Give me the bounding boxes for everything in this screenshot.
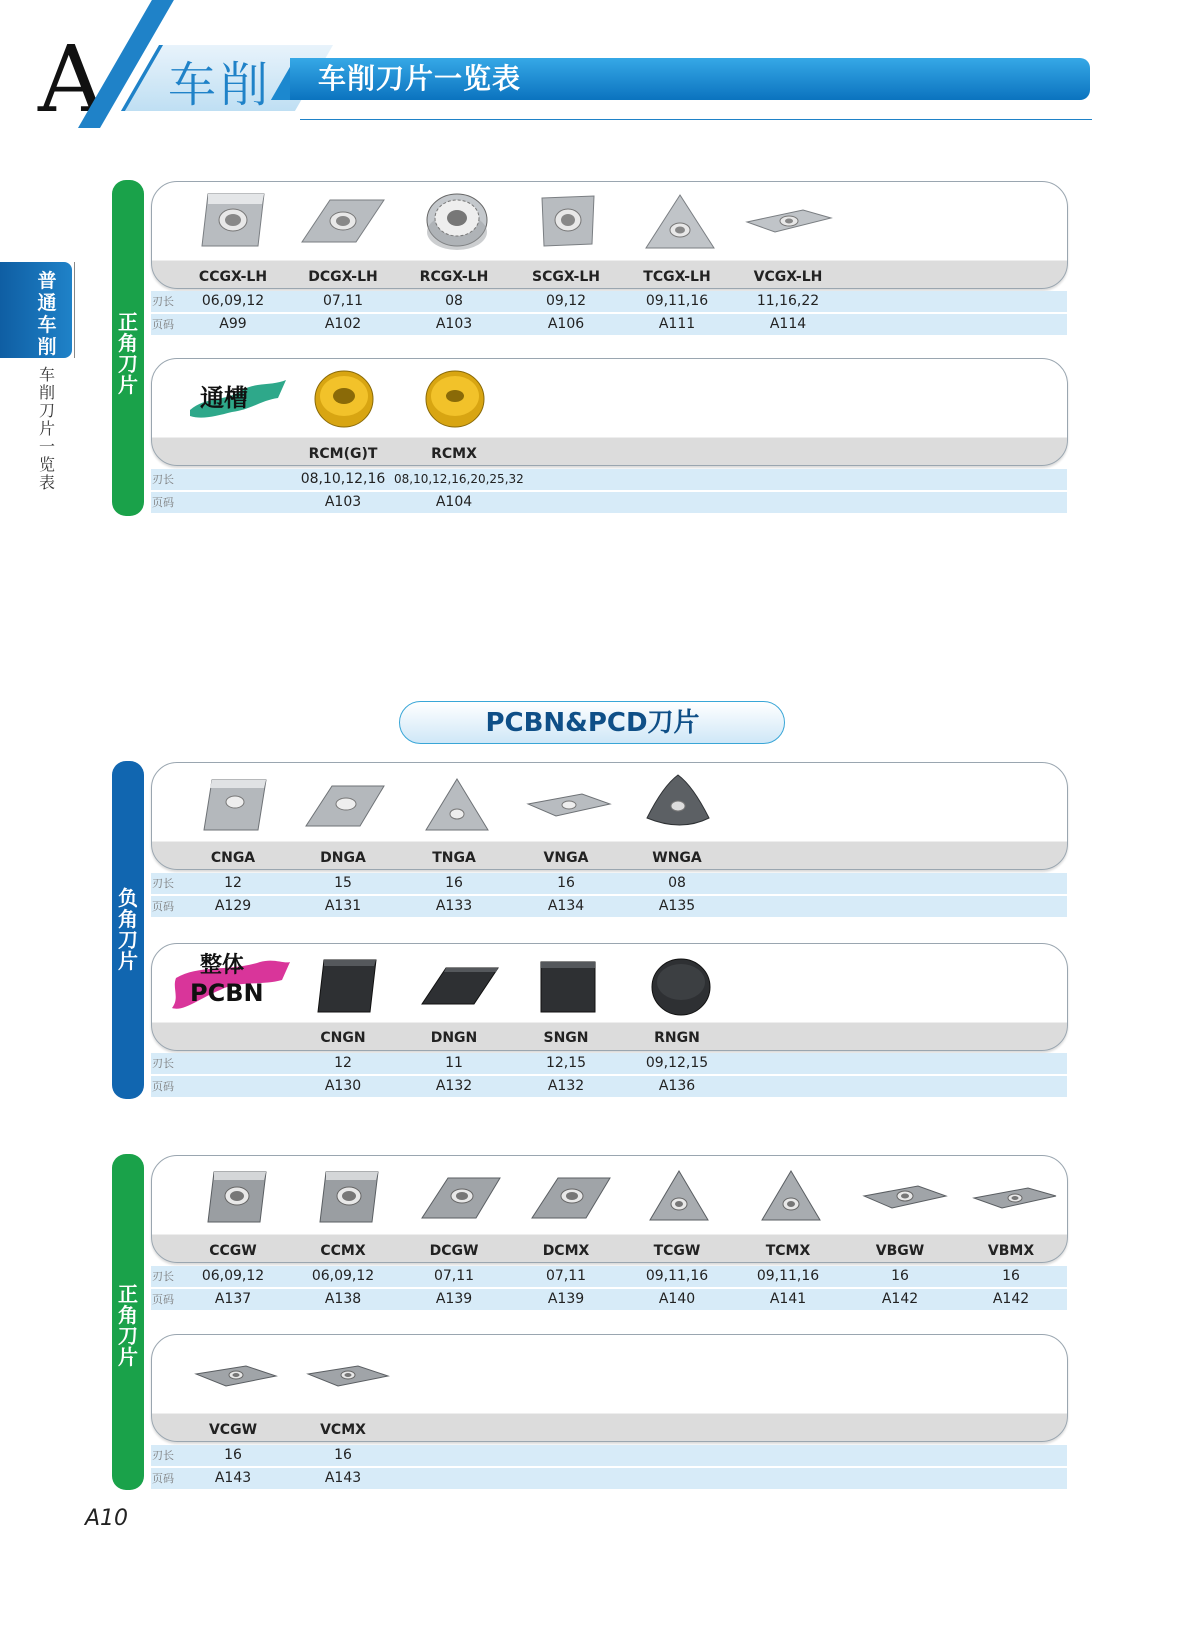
scgx-insert-image [538,192,598,250]
ccmx-insert-image [316,1168,380,1226]
vnga-insert-image [526,790,612,820]
page-ref-link[interactable]: A102 [324,316,362,332]
page-ref-link[interactable]: A138 [324,1291,362,1307]
dnga-insert-image [304,782,386,830]
edge-label: 刃长 [152,1057,174,1070]
dngn-insert-image [420,964,500,1008]
category-label-positive-2: 正角刀片 [118,1282,138,1369]
edge-value: 07,11 [322,293,364,309]
insert-name: SNGN [543,1030,589,1046]
edge-value: 06,09,12 [201,1268,265,1284]
edge-value: 09,11,16 [645,1268,709,1284]
insert-name: SCGX-LH [532,269,600,285]
page-ref-link[interactable]: A142 [881,1291,919,1307]
page-label: 页码 [152,900,174,913]
insert-name: VBMX [987,1243,1035,1259]
edge-value: 16 [334,1447,352,1463]
page-ref-link[interactable]: A103 [324,494,362,510]
insert-name: RCMX [431,446,477,462]
insert-name: CNGA [210,850,256,866]
page-ref-link[interactable]: A129 [214,898,252,914]
through-groove-badge: 通槽 [200,384,248,412]
insert-name: VCGW [208,1422,258,1438]
edge-value: 16 [445,875,463,891]
insert-name: RNGN [654,1030,700,1046]
edge-value: 07,11 [545,1268,587,1284]
page-ref-link[interactable]: A140 [658,1291,696,1307]
page-label: 页码 [152,318,174,331]
page-label: 页码 [152,1080,174,1093]
insert-name: RCM(G)T [308,446,378,462]
page-title: 车削刀片一览表 [318,62,522,95]
tcmx-insert-image [760,1168,822,1224]
vbmx-insert-image [972,1184,1058,1212]
page-ref-link[interactable]: A114 [769,316,807,332]
insert-name: VCMX [320,1422,366,1438]
page-ref-link[interactable]: A134 [547,898,585,914]
edge-value: 12,15 [545,1055,587,1071]
edge-value: 09,12 [545,293,587,309]
cnga-insert-image [202,776,268,834]
insert-name: VCGX-LH [753,269,823,285]
edge-value: 11,16,22 [756,293,820,309]
page-ref-link[interactable]: A106 [547,316,585,332]
solid-badge-line2: PCBN [190,979,264,1007]
tcgx-insert-image [644,192,716,252]
edge-value: 06,09,12 [311,1268,375,1284]
category-label-negative: 负角刀片 [118,886,138,973]
ccgx-insert-image [198,190,268,252]
edge-label: 刃长 [152,877,174,890]
edge-value: 16 [1002,1268,1020,1284]
insert-name: TCMX [765,1243,811,1259]
tcgw-insert-image [648,1168,710,1224]
sngn-insert-image [538,958,598,1016]
rcmgt-insert-image [313,368,375,430]
insert-name: CCMX [320,1243,366,1259]
insert-name: TCGX-LH [643,269,711,285]
title-underline [300,119,1092,120]
edge-value: 08,10,12,16 [300,471,386,487]
solid-badge-line1: 整体 [200,953,245,978]
page-label: 页码 [152,496,174,509]
edge-label: 刃长 [152,295,174,308]
edge-value: 16 [557,875,575,891]
page-ref-link[interactable]: A141 [769,1291,807,1307]
insert-name: DCGW [429,1243,479,1259]
page-label: 页码 [152,1472,174,1485]
side-tab-label: 普通车削 [37,270,57,358]
page-ref-link[interactable]: A103 [435,316,473,332]
edge-value: 08 [668,875,686,891]
insert-name: CCGW [209,1243,257,1259]
vcgx-insert-image [745,206,833,236]
vcgw-insert-image [194,1362,278,1390]
insert-name: WNGA [652,850,702,866]
page-label: 页码 [152,1293,174,1306]
edge-value: 12 [224,875,242,891]
ccgw-insert-image [204,1168,268,1226]
page-ref-link[interactable]: A132 [435,1078,473,1094]
insert-name: TCGW [653,1243,701,1259]
page-ref-link[interactable]: A135 [658,898,696,914]
edge-value: 16 [891,1268,909,1284]
edge-value: 08 [445,293,463,309]
rcmx-insert-image [424,368,486,430]
section-letter: A [38,26,105,133]
dcmx-insert-image [530,1174,612,1222]
tnga-insert-image [424,776,490,834]
edge-value: 06,09,12 [201,293,265,309]
edge-value: 16 [224,1447,242,1463]
edge-value: 12 [334,1055,352,1071]
category-label-positive-1: 正角刀片 [118,310,138,397]
page-ref-link[interactable]: A143 [324,1470,362,1486]
edge-value: 09,11,16 [645,293,709,309]
insert-name: DCGX-LH [308,269,378,285]
page-ref-link[interactable]: A111 [658,316,696,332]
cngn-insert-image [316,956,378,1016]
insert-name: DNGA [320,850,366,866]
insert-name: RCGX-LH [419,269,489,285]
page-ref-link[interactable]: A143 [214,1470,252,1486]
section-title: 车削 [168,57,273,113]
page-ref-link[interactable]: A133 [435,898,473,914]
page-ref-link[interactable]: A139 [547,1291,585,1307]
edge-value: 09,12,15 [645,1055,709,1071]
insert-name: CCGX-LH [198,269,268,285]
rcgx-insert-image [424,190,490,256]
vbgw-insert-image [862,1182,948,1212]
edge-value: 08,10,12,16,20,25,32 [394,472,524,486]
insert-name: DNGN [430,1030,478,1046]
dcgw-insert-image [420,1174,502,1222]
edge-value: 15 [334,875,352,891]
insert-name: TNGA [432,850,476,866]
edge-label: 刃长 [152,473,174,486]
edge-value: 09,11,16 [756,1268,820,1284]
edge-label: 刃长 [152,1270,174,1283]
insert-name: VBGW [875,1243,925,1259]
pcbn-title: PCBN&PCD刀片 [485,708,700,738]
wnga-insert-image [645,772,711,834]
page-ref-link[interactable]: A130 [324,1078,362,1094]
vcmx-insert-image [306,1362,390,1390]
rngn-insert-image [650,956,712,1018]
page-ref-link[interactable]: A139 [435,1291,473,1307]
page-ref-link[interactable]: A137 [214,1291,252,1307]
page-number: A10 [85,1506,129,1531]
page-ref-link[interactable]: A132 [547,1078,585,1094]
edge-value: 07,11 [433,1268,475,1284]
page-ref-link[interactable]: A104 [435,494,473,510]
page-ref-link[interactable]: A99 [219,316,247,332]
insert-name: CNGN [320,1030,366,1046]
edge-value: 11 [445,1055,463,1071]
side-sub-label: 车削刀片一览表 [38,365,55,492]
page-ref-link[interactable]: A142 [992,1291,1030,1307]
page-ref-link[interactable]: A131 [324,898,362,914]
side-rule [74,262,75,358]
insert-name: DCMX [542,1243,590,1259]
page-ref-link[interactable]: A136 [658,1078,696,1094]
edge-label: 刃长 [152,1449,174,1462]
insert-name: VNGA [543,850,589,866]
dcgx-insert-image [300,196,386,248]
